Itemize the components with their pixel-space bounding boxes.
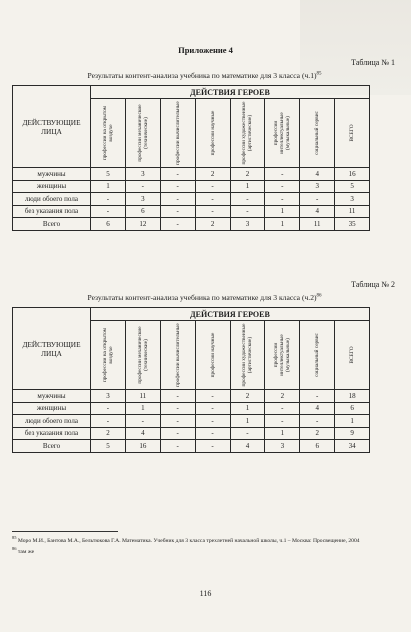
table-cell: -	[195, 180, 230, 193]
table-2-actions-header: ДЕЙСТВИЯ ГЕРОЕВ	[91, 308, 370, 321]
table-cell: -	[230, 193, 265, 206]
table-1-column-header	[300, 99, 335, 168]
table-row	[13, 218, 370, 231]
table-cell: 3	[300, 180, 335, 193]
table-cell: -	[265, 180, 300, 193]
table-cell: 1	[335, 415, 370, 428]
table-row	[13, 440, 370, 453]
table-2-title	[12, 293, 397, 302]
footnote-ref: 86	[12, 545, 17, 551]
table-cell: -	[265, 402, 300, 415]
table-cell: 16	[335, 168, 370, 181]
row-label: Всего	[13, 440, 91, 453]
table-cell: -	[160, 390, 195, 403]
table-2-left-header: ДЕЙСТВУЮЩИЕ ЛИЦА	[13, 308, 91, 390]
table-cell: -	[300, 415, 335, 428]
page-number: 116	[199, 589, 212, 598]
table-cell: -	[160, 415, 195, 428]
footnotes	[12, 534, 402, 556]
row-label: люди обоего пола	[13, 193, 91, 206]
table-row	[13, 193, 370, 206]
row-label: женщины	[13, 402, 91, 415]
table-cell: 12	[125, 218, 160, 231]
table-cell: 2	[91, 427, 126, 440]
table-cell: 1	[265, 218, 300, 231]
table-cell: 11	[335, 205, 370, 218]
footnote	[12, 545, 402, 556]
table-1-column-header	[91, 99, 126, 168]
footnote	[12, 534, 402, 545]
table-cell: 2	[195, 168, 230, 181]
table-cell: 2	[230, 390, 265, 403]
table-1-column-header	[230, 99, 265, 168]
table-cell: -	[160, 218, 195, 231]
table-2-column-header-text: ВСЕГО	[349, 346, 356, 364]
table-1-column-header	[160, 99, 195, 168]
table-2-column-header-text: социальный сервис	[314, 333, 321, 377]
table-cell: 6	[91, 218, 126, 231]
table-1-column-header	[195, 99, 230, 168]
table-cell: 1	[230, 415, 265, 428]
table-1-column-header	[265, 99, 300, 168]
table-cell: 2	[195, 218, 230, 231]
table-2-column-header	[91, 321, 126, 390]
table-2-column-header	[195, 321, 230, 390]
footnote-text: Моро М.И., Бантова М.А., Бельтюкова Г.А. Математика. Учебник для 3 класса трехлетней начальной школы, ч.1 – Москва: Просвещение, 2004	[17, 537, 360, 544]
appendix-title: Приложение 4	[178, 45, 233, 55]
table-cell: -	[230, 427, 265, 440]
table-cell: 5	[91, 168, 126, 181]
table-cell: -	[300, 193, 335, 206]
table-1-column-header-text: профессии научные	[209, 110, 216, 156]
table-2-column-header-text: профессии механические (технические)	[136, 326, 149, 384]
table-2-column-header	[265, 321, 300, 390]
table-row	[13, 402, 370, 415]
table-cell: 18	[335, 390, 370, 403]
row-label: люди обоего пола	[13, 415, 91, 428]
table-cell: 3	[125, 193, 160, 206]
table-2	[12, 307, 370, 453]
row-label: мужчины	[13, 390, 91, 403]
footnote-divider	[12, 531, 118, 532]
table-2-column-header	[230, 321, 265, 390]
table-1-label: Таблица № 1	[351, 58, 395, 67]
table-cell: 4	[300, 205, 335, 218]
table-cell: 3	[230, 218, 265, 231]
table-cell: -	[160, 440, 195, 453]
table-2-column-header	[125, 321, 160, 390]
footnote-ref: 85	[12, 535, 17, 540]
table-cell: -	[195, 390, 230, 403]
row-label: Всего	[13, 218, 91, 231]
table-cell: 5	[91, 440, 126, 453]
table-cell: 4	[125, 427, 160, 440]
table-1-left-header: ДЕЙСТВУЮЩИЕ ЛИЦА	[13, 86, 91, 168]
table-cell: -	[300, 390, 335, 403]
table-2-column-header	[160, 321, 195, 390]
table-1-title	[12, 71, 397, 80]
table-cell: 16	[125, 440, 160, 453]
table-cell: 3	[265, 440, 300, 453]
table-cell: -	[265, 415, 300, 428]
table-1-column-header	[125, 99, 160, 168]
table-2-column-header-text: профессии художественные (артистические)	[241, 323, 254, 387]
table-1-column-header	[335, 99, 370, 168]
table-cell: 11	[125, 390, 160, 403]
row-label: женщины	[13, 180, 91, 193]
table-row	[13, 168, 370, 181]
table-1-column-header-text: профессии вычислительные	[174, 101, 181, 165]
table-cell: -	[91, 402, 126, 415]
table-cell: -	[160, 402, 195, 415]
table-2-column-header-text: профессии научные	[209, 332, 216, 378]
table-cell: -	[195, 193, 230, 206]
table-cell: -	[195, 427, 230, 440]
table-cell: -	[230, 205, 265, 218]
table-cell: 3	[335, 193, 370, 206]
table-cell: -	[265, 168, 300, 181]
table-row	[13, 415, 370, 428]
table-2-title-text: Результаты контент-анализа учебника по математике для 3 класса (ч.2)	[87, 293, 317, 302]
table-cell: 1	[265, 205, 300, 218]
table-cell: 1	[265, 427, 300, 440]
row-label: без указания пола	[13, 205, 91, 218]
table-cell: -	[265, 193, 300, 206]
table-row	[13, 205, 370, 218]
table-cell: 5	[335, 180, 370, 193]
table-1-column-header-text: профессии механические (технические)	[136, 104, 149, 162]
table-cell: 6	[335, 402, 370, 415]
table-cell: 2	[300, 427, 335, 440]
footnote-text: там же	[17, 548, 35, 555]
table-row	[13, 390, 370, 403]
table-cell: -	[195, 415, 230, 428]
table-1-actions-header: ДЕЙСТВИЯ ГЕРОЕВ	[91, 86, 370, 99]
table-cell: 1	[230, 402, 265, 415]
table-cell: 2	[230, 168, 265, 181]
table-1-column-header-text: профессии художественные (артистические)	[241, 101, 254, 165]
table-cell: 3	[125, 168, 160, 181]
table-cell: -	[125, 415, 160, 428]
table-cell: 4	[300, 168, 335, 181]
table-cell: -	[91, 415, 126, 428]
table-cell: -	[160, 427, 195, 440]
table-1-column-header-text: ВСЕГО	[349, 124, 356, 142]
table-cell: 1	[91, 180, 126, 193]
table-cell: -	[195, 402, 230, 415]
table-cell: -	[91, 193, 126, 206]
table-cell: -	[160, 180, 195, 193]
table-2-column-header-text: профессии вычислительные	[174, 323, 181, 387]
table-cell: 1	[125, 402, 160, 415]
table-cell: 6	[125, 205, 160, 218]
table-2-footnote-ref: 86	[316, 293, 322, 299]
table-cell: 11	[300, 218, 335, 231]
table-cell: -	[160, 193, 195, 206]
table-cell: 35	[335, 218, 370, 231]
table-2-column-header	[300, 321, 335, 390]
table-cell: 4	[300, 402, 335, 415]
table-2-column-header-text: профессии интеллектуальные (музыкальные)	[273, 334, 292, 376]
table-cell: -	[160, 205, 195, 218]
table-cell: -	[195, 440, 230, 453]
table-2-column-header	[335, 321, 370, 390]
table-1-column-header-text: профессии интеллектуальные (музыкальные)	[273, 112, 292, 154]
table-cell: 2	[265, 390, 300, 403]
table-cell: 9	[335, 427, 370, 440]
table-cell: -	[91, 205, 126, 218]
table-cell: 3	[91, 390, 126, 403]
table-cell: 34	[335, 440, 370, 453]
table-1-column-header-text: социальный сервис	[314, 111, 321, 155]
table-1	[12, 85, 370, 231]
table-row	[13, 180, 370, 193]
table-row	[13, 427, 370, 440]
table-2-column-header-text: профессии на открытом воздухе	[101, 327, 114, 383]
table-1-footnote-ref: 85	[316, 71, 322, 77]
table-cell: -	[125, 180, 160, 193]
table-cell: -	[160, 168, 195, 181]
table-cell: -	[195, 205, 230, 218]
table-cell: 1	[230, 180, 265, 193]
table-1-column-header-text: профессии на открытом воздухе	[101, 105, 114, 161]
table-1-title-text: Результаты контент-анализа учебника по математике для 3 класса (ч.1)	[87, 71, 317, 80]
table-cell: 4	[230, 440, 265, 453]
row-label: мужчины	[13, 168, 91, 181]
table-2-label: Таблица № 2	[351, 280, 395, 289]
row-label: без указания пола	[13, 427, 91, 440]
table-cell: 6	[300, 440, 335, 453]
